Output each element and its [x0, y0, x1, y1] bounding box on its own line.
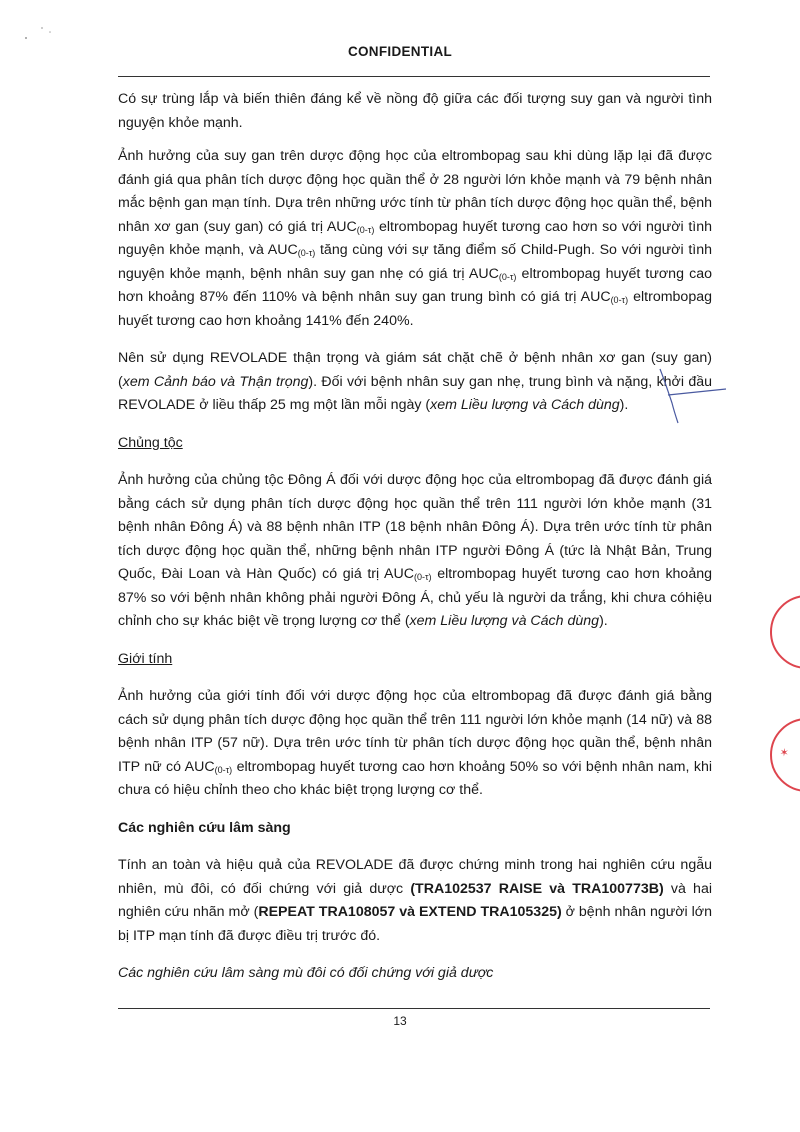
seal-marking: ✶	[777, 745, 793, 761]
study-ids: REPEAT TRA108057 và EXTEND TRA105325)	[258, 904, 562, 920]
text-run: eltrombopag huyết tương cao hơn khoảng 87% đến 110% và bệnh nhân suy gan trung bình có giá trị AUC	[118, 265, 712, 305]
text-run: Ảnh hưởng của giới tính đối với dược động học của eltrombopag đã được đánh giá bằng cách sử dụng phân tích dược động học quần thể trên 111 người lớn khỏe mạnh (14 nữ) và 88 bệnh nhân ITP (57 nữ). Dựa trên ước tính từ phân tích dược động học quần thể, bệnh nhân ITP nữ có AUC	[118, 688, 712, 775]
header-rule	[118, 76, 710, 77]
stamp-seal	[770, 595, 800, 669]
text-run: ở bệnh nhân người lớn bị ITP mạn tính đã được điều trị trước đó.	[118, 904, 712, 944]
subscript: (0-τ)	[610, 295, 629, 305]
text-run: eltrombopag huyết tương cao hơn so với người tình nguyện khỏe mạnh, và AUC	[118, 218, 712, 258]
subscript: (0-τ)	[356, 224, 375, 235]
paragraph-gender	[118, 685, 712, 803]
text-run: ). Đối với bệnh nhân suy gan nhẹ, trung bình và nặng, khởi đầu REVOLADE ở liều thấp 25 mg một lần mỗi ngày (	[118, 373, 712, 413]
text-run: ).	[599, 613, 608, 629]
text-run: và hai nghiên cứu nhãn mở (	[118, 880, 712, 920]
cross-reference: xem Liều lượng và Cách dùng	[430, 397, 620, 413]
document-body	[118, 88, 712, 1000]
text-run: eltrombopag huyết tương cao hơn khoảng 141% đến 240%.	[118, 289, 712, 329]
subheading-placebo-studies: Các nghiên cứu lâm sàng mù đôi có đối chứng với giả dược	[118, 965, 494, 981]
text-run: Tính an toàn và hiệu quả của REVOLADE đã được chứng minh trong hai nghiên cứu ngẫu nhiên, mù đôi, có đối chứng với giả dược	[118, 857, 712, 897]
text-run: eltrombopag huyết tương cao hơn khoảng 50% so với bệnh nhân nam, khi chưa có hiệu chỉnh theo cho khác biệt trọng lượng cơ thể.	[118, 758, 712, 798]
text-run: Ảnh hưởng của chủng tộc Đông Á đối với dược động học của eltrombopag đã được đánh giá bằng cách sử dụng phân tích dược động học quần thể trên 111 người lớn khỏe mạnh (31 bệnh nhân Đông Á) và 88 bệnh nhân ITP (18 bệnh nhân Đông Á). Dựa trên ước tính từ phân tích dược động học quần thể, những bệnh nhân ITP người Đông Á (tức là Nhật Bản, Trung Quốc, Đài Loan và Hàn Quốc) có giá trị AUC	[118, 472, 712, 582]
confidential-header: CONFIDENTIAL	[347, 44, 453, 59]
paragraph-race	[118, 469, 712, 634]
subscript: (0-τ)	[414, 572, 432, 582]
text-run: ).	[619, 397, 629, 413]
paragraph-overlap: Có sự trùng lắp và biến thiên đáng kể về nồng độ giữa các đối tượng suy gan và người tình nguyện khỏe mạnh.	[118, 91, 712, 131]
cross-reference: xem Liều lượng và Cách dùng	[409, 613, 600, 629]
study-ids: (TRA102537 RAISE và TRA100773B)	[410, 880, 664, 897]
footer-rule	[118, 1008, 710, 1009]
text-run: Nên sử dụng REVOLADE thận trọng và giám sát chặt chẽ ở bệnh nhân xơ gan (suy gan) (	[118, 350, 712, 390]
text-run: Ảnh hưởng của suy gan trên dược động học của eltrombopag sau khi dùng lặp lại đã được đánh giá qua phân tích dược động học quần thể ở 28 người lớn khỏe mạnh và 79 bệnh nhân mắc bệnh gan mạn tính. Dựa trên những ước tính từ phân tích dược động học quần thể, bệnh nhân xơ gan (suy gan) có giá trị AUC	[118, 148, 712, 235]
subscript: (0-τ)	[498, 271, 517, 282]
handwritten-mark	[638, 365, 728, 425]
text-run: eltrombopag huyết tương cao hơn khoảng 87% so với bệnh nhân không phải người Đông Á, chủ yếu là người da trắng, khi chưa cóhiệu chỉnh cho sự khác biệt về trọng lượng cơ thể (	[118, 566, 712, 629]
subscript: (0-τ)	[297, 248, 316, 258]
subscript: (0-τ)	[214, 764, 233, 775]
page-number: 13	[393, 1014, 407, 1028]
paragraph-hepatic-impairment	[118, 145, 712, 333]
heading-race: Chủng tộc	[118, 434, 183, 451]
heading-gender: Giới tính	[118, 650, 173, 667]
cross-reference: xem Cảnh báo và Thận trọng	[122, 373, 309, 390]
heading-clinical-studies: Các nghiên cứu lâm sàng	[118, 819, 291, 836]
paragraph-clinical-studies	[118, 854, 712, 948]
text-run: tăng cùng với sự tăng điểm số Child-Pugh. So với người tình nguyện khỏe mạnh, bệnh nhân suy gan nhẹ có giá trị AUC	[118, 242, 712, 282]
paragraph-caution	[118, 347, 712, 418]
stamp-seal	[770, 718, 800, 792]
